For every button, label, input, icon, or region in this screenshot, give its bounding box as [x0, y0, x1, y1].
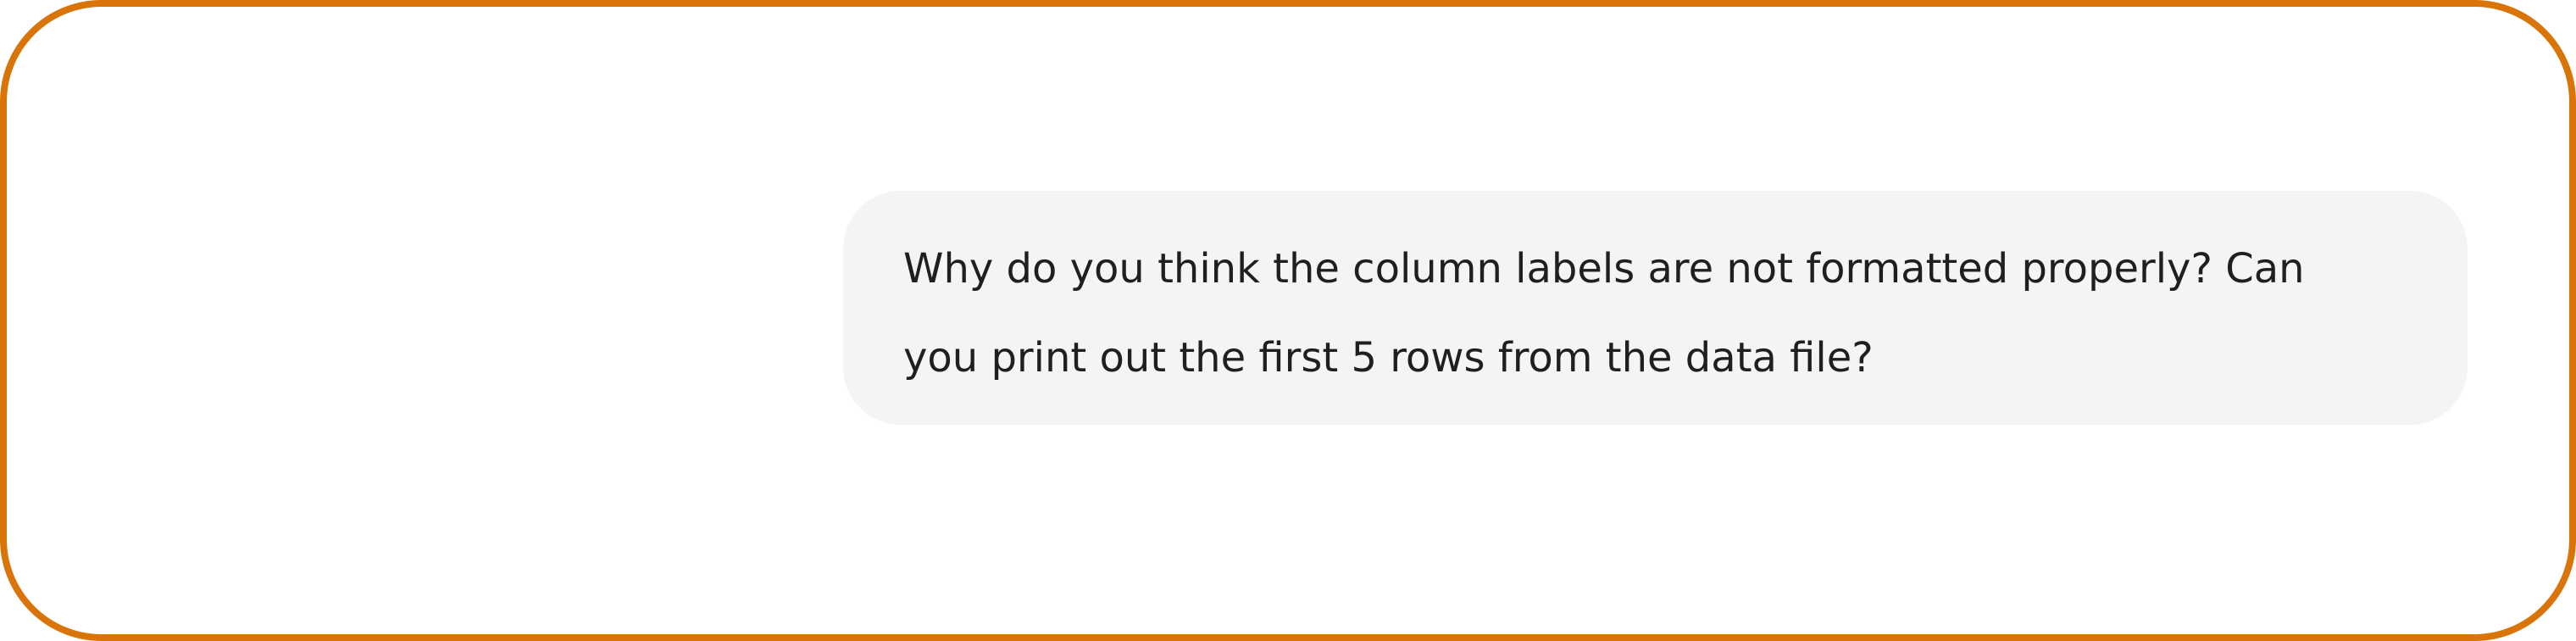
- user-message-bubble: [843, 191, 2468, 425]
- user-message-text: Why do you think the column labels are not formatted properly? Can you print out the first 5 rows from the data file?: [903, 245, 2305, 382]
- chat-area: [14, 14, 2562, 627]
